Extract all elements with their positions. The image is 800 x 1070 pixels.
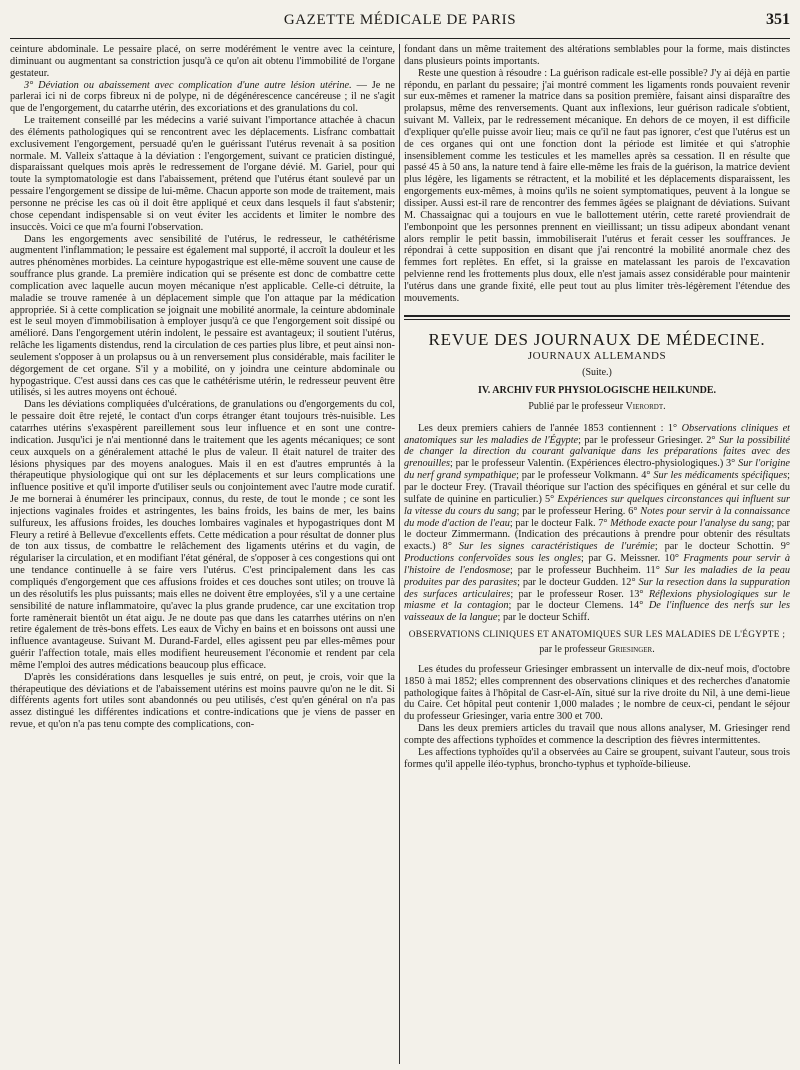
paragraph xyxy=(404,423,790,624)
text-run: ; par le professeur Roser. 13° xyxy=(510,588,649,600)
text-run: ; par le docteur Clemens. 14° xyxy=(508,600,649,612)
page-header xyxy=(10,10,790,39)
section-separator xyxy=(404,315,790,320)
paragraph xyxy=(404,664,790,723)
right-column-top xyxy=(404,44,790,305)
observations-author-name: Griesinger. xyxy=(608,643,655,655)
paragraph xyxy=(10,234,395,400)
publisher-line xyxy=(404,401,790,413)
paragraph xyxy=(404,723,790,747)
text-run: ; par le docteur Gudden. 12° xyxy=(517,576,639,588)
journal-title: GAZETTE MÉDICALE DE PARIS xyxy=(283,12,517,28)
paragraph-continued xyxy=(10,44,395,80)
italic-run: Observations cliniques et anatomiques sur les maladies de l'Égypte xyxy=(404,422,790,446)
italic-run: Productions confervoïdes sous les ongles xyxy=(404,553,581,565)
text-run: ; par le professeur Buchheim. 11° xyxy=(509,564,665,576)
text-run: Le traitement conseillé par les médecins a varié suivant l'importance attachée à chacun des éléments pathologiques qui se rencontrent avec les déplacements. Lisfranc combattait exclusivement l'engorgement, persuadé qu'en le guérissant l'utérus revenait à sa position normale. M. Valleix s'attaque à la déviation : l'engorgement, suivant ce praticien distingué, disparaissant quelques mois après le redressement de l'organe dévié. M. Gariel, pour qui toute la symptomatologie est dans l'abaissement, prétend que l'utérus étant soulevé par un pessaire l'engorgement se dissipe de lui-même. Chacun apporte son mode de traitement, mais personne ne précise les cas où il doit être appliqué et ceux dans lesquels il faut s'abstenir; chose cependant indispensable si on veut éviter les accidents et limiter le nombre des insuccès. Voici ce que m'a fourni l'observation. xyxy=(10,115,395,233)
text-run: ; par le docteur Schiff. xyxy=(497,612,590,624)
text-run: Les études du professeur Griesinger embrassent un intervalle de dix-neuf mois, d'octobre 1850 à mai 1852; elles comprennent des observations cliniques et des recherches d'anatomie pathologique faites à l'hôpital de Casr-el-Aïn, situé sur la rive droite du Nil, à une demi-lieue du Caire. Cet hôpital peut contenir 1,000 malades ; le nombre de ceux-ci, pendant le séjour du professeur Griesinger, varia entre 300 et 700. xyxy=(404,663,790,723)
paragraph xyxy=(10,672,395,731)
italic-run: Sur les signes caractéristiques de l'urémie xyxy=(458,541,655,553)
archiv-heading: IV. ARCHIV FUR PHYSIOLOGISCHE HEILKUNDE. xyxy=(477,385,716,397)
text-run: Reste une question à résoudre : La guérison radicale est-elle possible? J'y ai déjà en partie répondu, en parlant du pessaire; j'ai montré comment les ligaments ronds pouvaient revenir sur eux-mêmes et ramener la matrice dans sa position première, faisant ainsi disparaître des prolapsus, même des renversements. Quant aux inflexions, leur guérison radicale s'obtient, suivant M. Valleix, par le redressement mécanique. En dehors de ce moyen, il est difficile d'expliquer qu'elle puisse avoir lieu; mais ce qu'il ne faut pas ignorer, c'est que l'utérus est un de ces organes qui ont une fonction dont la période est limitée et qui s'atrophie insensiblement comme les testicules et les mamelles après sa cessation. Il en résulte que passé 45 à 50 ans, la nature tend à faire elle-même les frais de la guérison, la matrice devient plus légère, les ligaments se rétractent, et la mobilité et les déplacements disparaissent, les engorgements eux-mêmes, à moins qu'ils ne soient symptomatiques, peuvent à la longue se dissiper. Aussi est-il rare de rencontrer des femmes âgées se plaignant de déviations. Suivant M. Chassaignac qui a toujours en vue le ballottement utérin, cette rareté proviendrait de l'embonpoint que les personnes prennent en vieillissant; un tissu adipeux abondant venant alors remplir le petit bassin, immobiliserait l'utérus et ferait cesser les souffrances. Je répondrai à cette supposition en disant que j'ai rencontré la mobilité anormale chez des femmes fort replètes. En effet, si la graisse en matelassant les parois de l'excavation pelvienne rend les frottements plus doux, elle n'est jamais assez considérable pour maintenir l'utérus dans une grande fixité, elle peut tout au plus limiter très-légèrement l'étendue des mouvements. xyxy=(404,67,790,304)
text-run: ; par le docteur Schottin. 9° xyxy=(654,541,790,553)
text-run: fondant dans un même traitement des altérations semblables pour la forme, mais distinctes dans plusieurs points importants. xyxy=(404,44,790,67)
text-run: ; par le docteur Frey. (Travail théorique sur l'action des spécifiques en général et sur celle du sulfate de quinine en particulier.) 5° xyxy=(404,470,790,505)
text-run: D'après les considérations dans lesquelles je suis entré, on peut, je crois, voir que la thérapeutique des déviations et de l'abaissement utérins est moins pauvre qu'on ne le dit. Si différents agents fort utiles sont abandonnés ou peu utilisés, c'est qu'en général on n'a pas assez distingué les différentes indications et contre-indications que je viens de passer en revue, et qu'on n'a pas tenu compte des complications, con- xyxy=(10,671,395,731)
contents-list xyxy=(404,423,790,624)
observations-body xyxy=(404,664,790,771)
text-run: ; par le professeur Griesinger. 2° xyxy=(578,434,719,446)
section-suite: (Suite.) xyxy=(582,367,612,379)
italic-run: Méthode exacte pour l'analyse du sang xyxy=(610,517,772,529)
italic-run: Sur l'origine du nerf grand sympathique xyxy=(404,458,790,482)
left-column-body xyxy=(10,44,395,731)
column-divider xyxy=(399,44,400,1064)
italic-run: Sur les maladies de la peau produites par des parasites xyxy=(404,564,790,588)
publisher-name: Vierordt. xyxy=(625,400,666,412)
italic-run: Expériences sur quelques circonstances qui influent sur la vitesse du cours du sang xyxy=(404,493,790,517)
italic-run: Notes pour servir à la connaissance du mode d'action de l'eau xyxy=(404,505,790,529)
text-run: Les deux premiers cahiers de l'année 1853 contiennent : 1° xyxy=(418,422,682,434)
text-run: ; par le professeur Volkmann. 4° xyxy=(516,470,654,482)
observations-heading: OBSERVATIONS CLINIQUES ET ANATOMIQUES SUR LES MALADIES DE L'ÉGYPTE ; xyxy=(408,630,786,641)
text-run: — Je ne parlerai ici ni de corps fibreux ni de polype, ni de dégénérescence cancéreuse ; il ne s'agit que de l'engorgement, du catarrhe utérin, des excoriations et des granulations du col. xyxy=(10,79,395,115)
text-run: Les affections typhoïdes qu'il a observées au Caire se groupent, suivant l'auteur, sous trois formes qu'il appelle iléo-typhus, broncho-typhus et typhoïde-bilieuse. xyxy=(404,746,790,770)
italic-run: Réflexions physiologiques sur le miasme et la contagion xyxy=(404,588,790,612)
italic-run: 3° Déviation ou abaissement avec complication d'une autre lésion utérine. xyxy=(24,79,352,91)
italic-run: Sur les médicaments spécifiques xyxy=(653,470,788,482)
text-run: Dans les déviations compliquées d'ulcérations, de granulations ou d'engorgements du col, le pessaire doit être rejeté, le contact d'un corps étranger étant toujours très-nuisible. Les catarrhes utérins s'exaspèrent pareillement sous leur influence et en sont une contre-indication. Jusqu'ici je n'ai mentionné dans le traitement que les agents mécaniques; ce sont ceux auxquels on a généralement attaché le plus de valeur. Il était naturel de traiter des lésions physiques par des moyens analogues. Mais il en est d'autres empruntés à la thérapeutique physiologique qui ont sur les déplacements et sur leurs complications une influence positive et qu'il importe d'utiliser seuls ou conjointement avec l'autre mode curatif. Je me bornerai à énumérer les principaux, connus, du reste, de tout le monde ; ce sont les injections vaginales froides et astringentes, les bains froids, les bains de mer, les bains sulfureux, les affusions froides, les douches lombaires vaginales et hypogastriques dont M Fleury a retiré à Bellevue d'excellents effets. Cette médication a pour résultat de donner plus de ton aux tissus, de combattre le relâchement des ligaments utérins et du vagin, de régulariser la circulation, et en modifiant l'état général, de s'opposer à ces congestions qui ont une tendance continuelle à se faire vers l'utérus. C'est principalement dans les cas compliqués d'engorgement que ces affusions froides et ces douches sont utiles; on trouve là un des résolutifs les plus puissants; mais elles ne doivent être employées, s'il y a une certaine sensibilité de nature inflammatoire, qu'avec la plus grande prudence, car une excitation trop forte ramènerait bientôt un état aigu. Je ne doute pas que dans les catarrhes utérins on n'en retire également de très-bons effets. Les eaux de Vichy en bains et en boissons ont aussi une influence avantageuse. Suivant M. Durand-Fardel, elles agissent peu par elles-mêmes pour guérir l'affection totale, mais elles modifient heureusement l'économie et rendent par cela même l'emploi des autres médications beaucoup plus efficace. xyxy=(10,399,395,671)
page-number: 351 xyxy=(766,11,790,28)
observations-author-line xyxy=(404,644,790,656)
italic-run: Sur la resection dans la suppuration des surfaces articulaires xyxy=(404,576,790,600)
text-run: ; par G. Meissner. 10° xyxy=(581,553,684,565)
paragraph xyxy=(10,115,395,233)
paragraph xyxy=(10,80,395,116)
text-run: ; par le docteur Zimmermann. (Indication des précautions à prendre pour obtenir des résultats exacts.) 8° xyxy=(404,517,790,553)
observations-author-prefix: par le professeur xyxy=(539,643,609,655)
paragraph xyxy=(404,68,790,305)
text-run: Dans les deux premiers articles du travail que nous allons analyser, M. Griesinger rend compte des affections typhoïdes et commence la description des fièvres intermittentes. xyxy=(404,723,790,746)
italic-run: Sur la possibilité de changer la direction du courant galvanique dans les préparations faites avec des grenouilles xyxy=(404,434,790,470)
italic-run: Fragments pour servir à l'histoire de l'endosmose xyxy=(404,553,790,576)
text-run: ceinture abdominale. Le pessaire placé, on serre modérément le ventre avec la ceinture, diminuant ou augmentant sa constriction jusqu'à ce qu'on ait obtenu l'immobilité de l'organe gestateur. xyxy=(10,44,395,79)
right-column xyxy=(404,44,790,1064)
section-subtitle: JOURNAUX ALLEMANDS xyxy=(527,350,667,363)
section-title: REVUE DES JOURNAUX DE MÉDECINE. xyxy=(428,329,766,349)
text-run: ; par le professeur Valentin. (Expériences électro-physiologiques.) 3° xyxy=(449,458,739,470)
text-run: Dans les engorgements avec sensibilité de l'utérus, le redresseur, le cathétérisme augmentent l'inflammation; le pessaire est également mal supporté, il accroît la douleur et les autres phénomènes morbides. La ceinture hypogastrique est elle-même souvent une cause de souffrance plus grande. La première indication qui se présente est donc de combattre cette complication avec laquelle aucun moyen mécanique n'est applicable. Celle-ci détruite, la maladie se trouve ramenée à un déplacement simple que l'on attaque par la médication appropriée. Si à cette complication se joignait une mobilité anormale, la ceinture abdominale est le seul moyen d'immobilisation à employer jusqu'à ce que l'engorgement soit dissipé ou amélioré. Dans l'engorgement utérin indolent, le pessaire est avantageux; il soutient l'utérus, relâche les ligaments distendus, rend la circulation de ces parties plus libre, et peut ainsi non-seulement s'opposer à un prolapsus ou à un renversement plus considérable, mais faciliter le dégorgement de cet organe. S'il y a mobilité, on y joindra une ceinture abdominale ou hypogastrique. C'est aussi dans ces cas que le cathétérisme utérin, le redresseur peuvent être utilisés, si les autres moyens ont échoué. xyxy=(10,233,395,399)
publisher-prefix: Publié par le professeur xyxy=(528,400,626,412)
paragraph xyxy=(10,399,395,671)
paragraph-continued xyxy=(404,44,790,68)
left-column xyxy=(10,44,395,1064)
paragraph xyxy=(404,747,790,771)
text-run: ; par le docteur Falk. 7° xyxy=(509,517,611,529)
text-run: ; par le professeur Hering. 6° xyxy=(516,505,641,517)
italic-run: De l'influence des nerfs sur les vaisseaux de la langue xyxy=(404,600,790,624)
